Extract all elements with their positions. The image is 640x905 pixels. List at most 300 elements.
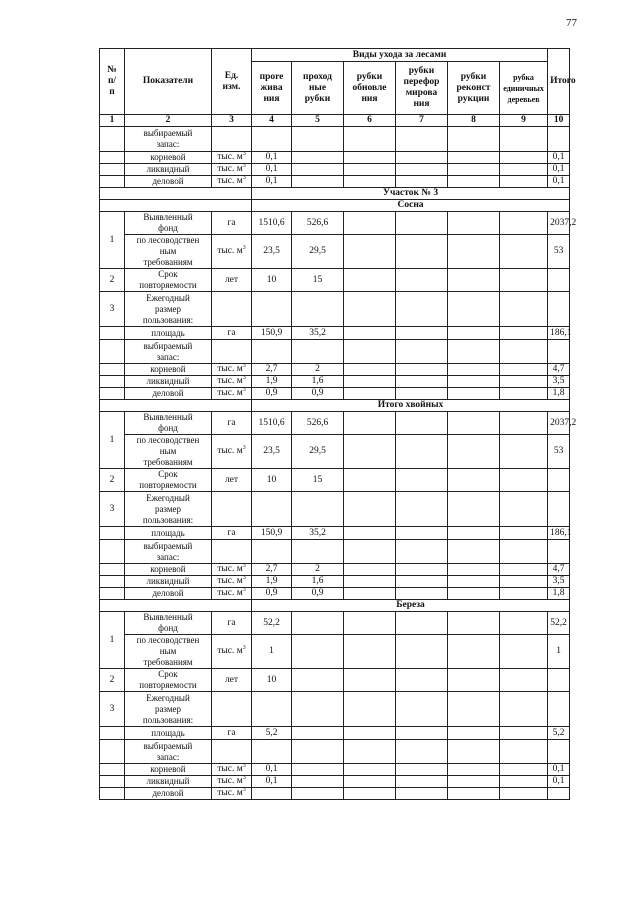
row-number — [100, 340, 125, 364]
value-cell: 0,9 — [252, 388, 292, 400]
row-label: Ежегодный размер пользования: — [125, 692, 212, 727]
table-row — [100, 435, 570, 469]
col-number: 2 — [125, 115, 212, 127]
table-row — [100, 376, 570, 388]
empty-cell — [448, 412, 500, 435]
empty-cell — [396, 292, 448, 327]
row-unit: тыс. $м^3$ — [212, 164, 252, 176]
total-cell — [548, 540, 570, 564]
empty-cell — [500, 469, 548, 492]
row-label: площадь — [125, 727, 212, 740]
empty-cell — [396, 788, 448, 800]
row-label: по лесоводствен ным требованиям — [125, 435, 212, 469]
value-cell: 0,9 — [292, 588, 344, 600]
empty-cell — [500, 364, 548, 376]
row-label: выбираемый запас: — [125, 540, 212, 564]
empty-cell — [500, 635, 548, 669]
empty-cell — [448, 469, 500, 492]
empty-cell — [292, 740, 344, 764]
row-unit — [212, 492, 252, 527]
empty-cell — [500, 669, 548, 692]
empty-cell — [448, 388, 500, 400]
empty-cell — [448, 540, 500, 564]
value-cell: 52,2 — [252, 612, 292, 635]
empty-cell — [344, 327, 396, 340]
empty-cell — [344, 588, 396, 600]
col-header-type: рубки обновле ния — [344, 62, 396, 115]
row-number — [100, 327, 125, 340]
page-number: 77 — [566, 17, 577, 29]
empty-cell — [396, 176, 448, 188]
table-row — [100, 176, 570, 188]
row-number: 2 — [100, 469, 125, 492]
total-cell: 0,1 — [548, 776, 570, 788]
empty-cell — [396, 576, 448, 588]
empty-cell — [448, 669, 500, 692]
col-number: 10 — [548, 115, 570, 127]
empty-cell — [344, 212, 396, 235]
col-number: 3 — [212, 115, 252, 127]
value-cell — [292, 788, 344, 800]
empty-cell — [396, 340, 448, 364]
empty-cell — [500, 376, 548, 388]
empty-cell — [344, 127, 396, 152]
table-row — [100, 727, 570, 740]
value-cell — [292, 176, 344, 188]
row-number: 3 — [100, 492, 125, 527]
empty-cell — [500, 212, 548, 235]
empty-cell — [448, 152, 500, 164]
row-number: 3 — [100, 292, 125, 327]
value-cell — [292, 764, 344, 776]
empty-cell — [396, 727, 448, 740]
empty-cell — [448, 740, 500, 764]
value-cell: 15 — [292, 469, 344, 492]
empty-cell — [448, 435, 500, 469]
row-number: 3 — [100, 692, 125, 727]
empty-cell — [500, 435, 548, 469]
value-cell: 1510,6 — [252, 212, 292, 235]
empty-cell — [500, 176, 548, 188]
table-row — [100, 127, 570, 152]
table-row — [100, 115, 570, 127]
value-cell — [292, 164, 344, 176]
value-cell: 0,9 — [292, 388, 344, 400]
table-row — [100, 340, 570, 364]
value-cell — [292, 127, 344, 152]
empty-cell — [292, 292, 344, 327]
empty-cell — [500, 788, 548, 800]
row-label: Ежегодный размер пользования: — [125, 492, 212, 527]
value-cell — [252, 788, 292, 800]
row-label: деловой — [125, 588, 212, 600]
table-row — [100, 164, 570, 176]
value-cell: 2,7 — [252, 564, 292, 576]
total-cell: 2037,2 — [548, 212, 570, 235]
empty-cell — [500, 152, 548, 164]
section-species-title: Сосна — [252, 200, 570, 212]
empty-cell — [344, 727, 396, 740]
total-cell: 53 — [548, 235, 570, 269]
total-cell — [548, 788, 570, 800]
empty-cell — [448, 376, 500, 388]
row-number: 1 — [100, 212, 125, 269]
empty-cell — [344, 576, 396, 588]
total-cell: 2037,2 — [548, 412, 570, 435]
value-cell: 150,9 — [252, 327, 292, 340]
empty-cell — [448, 527, 500, 540]
empty-cell — [344, 492, 396, 527]
empty-cell — [344, 612, 396, 635]
row-unit: тыс. $м^3$ — [212, 788, 252, 800]
empty-cell — [344, 164, 396, 176]
col-number: 6 — [344, 115, 396, 127]
empty-cell — [344, 269, 396, 292]
row-label: Выявленный фонд — [125, 412, 212, 435]
row-label: по лесоводствен ным требованиям — [125, 235, 212, 269]
value-cell: 10 — [252, 469, 292, 492]
row-label: ликвидный — [125, 376, 212, 388]
value-cell: 0,9 — [252, 588, 292, 600]
row-unit: тыс. $м^3$ — [212, 764, 252, 776]
col-header-type: рубки перефор мирова ния — [396, 62, 448, 115]
empty-cell — [344, 412, 396, 435]
empty-cell — [448, 269, 500, 292]
value-cell — [292, 612, 344, 635]
empty-cell — [344, 540, 396, 564]
table-row — [100, 788, 570, 800]
value-cell: 1,6 — [292, 376, 344, 388]
table-row — [100, 188, 570, 200]
empty-cell — [344, 176, 396, 188]
row-unit: тыс. $м^3$ — [212, 435, 252, 469]
empty-cell — [500, 412, 548, 435]
table-row — [100, 635, 570, 669]
empty-cell — [448, 588, 500, 600]
col-header-units: Ед. изм. — [212, 49, 252, 115]
empty-cell — [500, 235, 548, 269]
row-unit — [212, 740, 252, 764]
empty-cell — [500, 576, 548, 588]
col-header-type: проход ные рубки — [292, 62, 344, 115]
empty-cell — [448, 635, 500, 669]
empty-cell — [396, 764, 448, 776]
empty-cell — [292, 540, 344, 564]
empty-cell — [500, 564, 548, 576]
row-number — [100, 588, 125, 600]
empty-cell — [344, 340, 396, 364]
empty-cell — [396, 435, 448, 469]
table-row — [100, 292, 570, 327]
row-label: Срок повторяемости — [125, 669, 212, 692]
empty-cell — [448, 764, 500, 776]
empty-cell — [396, 412, 448, 435]
row-number: 2 — [100, 269, 125, 292]
empty-cell — [344, 292, 396, 327]
row-unit: тыс. $м^3$ — [212, 776, 252, 788]
row-unit — [212, 340, 252, 364]
table-row — [100, 49, 570, 62]
empty-cell — [344, 388, 396, 400]
row-unit — [212, 292, 252, 327]
row-unit: тыс. $м^3$ — [212, 235, 252, 269]
table-row — [100, 776, 570, 788]
empty-cell — [344, 635, 396, 669]
empty-cell — [344, 235, 396, 269]
empty-cell — [396, 235, 448, 269]
empty-cell — [500, 612, 548, 635]
empty-cell — [396, 540, 448, 564]
row-unit: тыс. $м^3$ — [212, 576, 252, 588]
value-cell: 2 — [292, 364, 344, 376]
table-row — [100, 152, 570, 164]
total-cell: 3,5 — [548, 376, 570, 388]
empty-cell — [252, 292, 292, 327]
empty-cell — [396, 212, 448, 235]
row-number — [100, 164, 125, 176]
row-unit: тыс. $м^3$ — [212, 388, 252, 400]
row-unit — [212, 692, 252, 727]
empty-cell — [252, 540, 292, 564]
empty-cell — [344, 776, 396, 788]
value-cell — [292, 152, 344, 164]
col-number: 5 — [292, 115, 344, 127]
value-cell: 10 — [252, 669, 292, 692]
row-number — [100, 127, 125, 152]
empty-cell — [396, 327, 448, 340]
empty-cell — [500, 492, 548, 527]
empty-cell — [292, 340, 344, 364]
empty-cell — [500, 127, 548, 152]
empty-cell — [500, 292, 548, 327]
row-label: деловой — [125, 176, 212, 188]
table-row — [100, 235, 570, 269]
empty-cell — [396, 692, 448, 727]
empty-cell — [500, 540, 548, 564]
table-row — [100, 600, 570, 612]
empty-cell — [500, 269, 548, 292]
row-label: выбираемый запас: — [125, 340, 212, 364]
value-cell: 1,9 — [252, 576, 292, 588]
total-cell — [548, 469, 570, 492]
table-row — [100, 412, 570, 435]
empty-cell — [448, 788, 500, 800]
row-label: площадь — [125, 527, 212, 540]
col-number: 1 — [100, 115, 125, 127]
empty-cell — [252, 340, 292, 364]
empty-cell — [344, 364, 396, 376]
empty-cell — [500, 740, 548, 764]
empty-cell — [500, 164, 548, 176]
empty-cell — [396, 740, 448, 764]
section-spacer — [100, 600, 252, 612]
row-label: ликвидный — [125, 776, 212, 788]
total-cell — [548, 269, 570, 292]
col-number: 8 — [448, 115, 500, 127]
value-cell: 526,6 — [292, 412, 344, 435]
value-cell: 29,5 — [292, 235, 344, 269]
col-number: 7 — [396, 115, 448, 127]
col-number: 4 — [252, 115, 292, 127]
row-number — [100, 564, 125, 576]
empty-cell — [396, 388, 448, 400]
empty-cell — [344, 692, 396, 727]
empty-cell — [344, 376, 396, 388]
total-cell: 3,5 — [548, 576, 570, 588]
empty-cell — [344, 764, 396, 776]
table-row — [100, 740, 570, 764]
empty-cell — [344, 152, 396, 164]
empty-cell — [500, 388, 548, 400]
row-label: Выявленный фонд — [125, 612, 212, 635]
empty-cell — [396, 669, 448, 692]
row-unit — [212, 127, 252, 152]
empty-cell — [500, 692, 548, 727]
value-cell: 35,2 — [292, 527, 344, 540]
table-row — [100, 364, 570, 376]
empty-cell — [500, 340, 548, 364]
row-unit: га — [212, 612, 252, 635]
total-cell: 0,1 — [548, 164, 570, 176]
total-cell — [548, 292, 570, 327]
row-number — [100, 388, 125, 400]
row-number — [100, 376, 125, 388]
row-label: площадь — [125, 327, 212, 340]
row-number — [100, 540, 125, 564]
empty-cell — [448, 292, 500, 327]
empty-cell — [448, 364, 500, 376]
empty-cell — [448, 692, 500, 727]
table-row — [100, 576, 570, 588]
section-species-title: Береза — [252, 600, 570, 612]
total-cell: 1 — [548, 635, 570, 669]
value-cell — [292, 635, 344, 669]
empty-cell — [448, 776, 500, 788]
empty-cell — [344, 564, 396, 576]
row-number — [100, 727, 125, 740]
table-row — [100, 588, 570, 600]
row-label: Срок повторяемости — [125, 269, 212, 292]
total-cell: 0,1 — [548, 764, 570, 776]
row-number — [100, 776, 125, 788]
total-cell — [548, 692, 570, 727]
col-header-number: № п/ п — [100, 49, 125, 115]
row-number — [100, 364, 125, 376]
row-number — [100, 176, 125, 188]
value-cell: 526,6 — [292, 212, 344, 235]
empty-cell — [396, 376, 448, 388]
col-header-total: Итого — [548, 49, 570, 115]
table-row — [100, 469, 570, 492]
table-row — [100, 527, 570, 540]
row-unit: лет — [212, 669, 252, 692]
empty-cell — [396, 127, 448, 152]
section-spacer — [100, 200, 252, 212]
empty-cell — [396, 152, 448, 164]
empty-cell — [396, 492, 448, 527]
total-cell — [548, 740, 570, 764]
value-cell: 1510,6 — [252, 412, 292, 435]
empty-cell — [448, 176, 500, 188]
value-cell: 150,9 — [252, 527, 292, 540]
empty-cell — [344, 788, 396, 800]
col-header-type: рубки реконст рукции — [448, 62, 500, 115]
row-label: выбираемый запас: — [125, 740, 212, 764]
col-header-type: рубка единичных деревьев — [500, 62, 548, 115]
table-row — [100, 492, 570, 527]
row-label: корневой — [125, 152, 212, 164]
table-row — [100, 669, 570, 692]
total-cell: 52,2 — [548, 612, 570, 635]
empty-cell — [396, 612, 448, 635]
section-spacer — [100, 188, 252, 200]
empty-cell — [500, 588, 548, 600]
total-cell: 4,7 — [548, 364, 570, 376]
table-row — [100, 540, 570, 564]
empty-cell — [500, 327, 548, 340]
table-row — [100, 764, 570, 776]
value-cell: 35,2 — [292, 327, 344, 340]
empty-cell — [396, 469, 448, 492]
total-cell — [548, 340, 570, 364]
total-cell: 186,1 — [548, 527, 570, 540]
value-cell: 1 — [252, 635, 292, 669]
row-unit: тыс. $м^3$ — [212, 588, 252, 600]
empty-cell — [448, 727, 500, 740]
total-cell: 53 — [548, 435, 570, 469]
value-cell — [292, 776, 344, 788]
value-cell: 2 — [292, 564, 344, 576]
row-unit: тыс. $м^3$ — [212, 635, 252, 669]
empty-cell — [396, 635, 448, 669]
table-row — [100, 692, 570, 727]
total-cell — [548, 127, 570, 152]
table-row — [100, 269, 570, 292]
empty-cell — [292, 492, 344, 527]
row-number: 1 — [100, 612, 125, 669]
empty-cell — [396, 164, 448, 176]
col-header-group: Виды ухода за лесами — [252, 49, 548, 62]
row-number — [100, 788, 125, 800]
row-label: Срок повторяемости — [125, 469, 212, 492]
row-label: по лесоводствен ным требованиям — [125, 635, 212, 669]
empty-cell — [500, 776, 548, 788]
empty-cell — [448, 164, 500, 176]
table-row — [100, 200, 570, 212]
row-label: ликвидный — [125, 164, 212, 176]
section-plot-title: Участок № 3 — [252, 188, 570, 200]
empty-cell — [252, 692, 292, 727]
value-cell: 1,6 — [292, 576, 344, 588]
col-header-indicators: Показатели — [125, 49, 212, 115]
empty-cell — [396, 776, 448, 788]
empty-cell — [396, 364, 448, 376]
total-cell: 0,1 — [548, 152, 570, 164]
row-label: корневой — [125, 564, 212, 576]
row-unit: га — [212, 412, 252, 435]
empty-cell — [396, 269, 448, 292]
value-cell: 5,2 — [252, 727, 292, 740]
empty-cell — [448, 612, 500, 635]
row-number — [100, 152, 125, 164]
row-label: корневой — [125, 364, 212, 376]
value-cell: 10 — [252, 269, 292, 292]
row-unit: тыс. $м^3$ — [212, 376, 252, 388]
empty-cell — [252, 492, 292, 527]
value-cell: 23,5 — [252, 435, 292, 469]
empty-cell — [448, 340, 500, 364]
empty-cell — [448, 327, 500, 340]
